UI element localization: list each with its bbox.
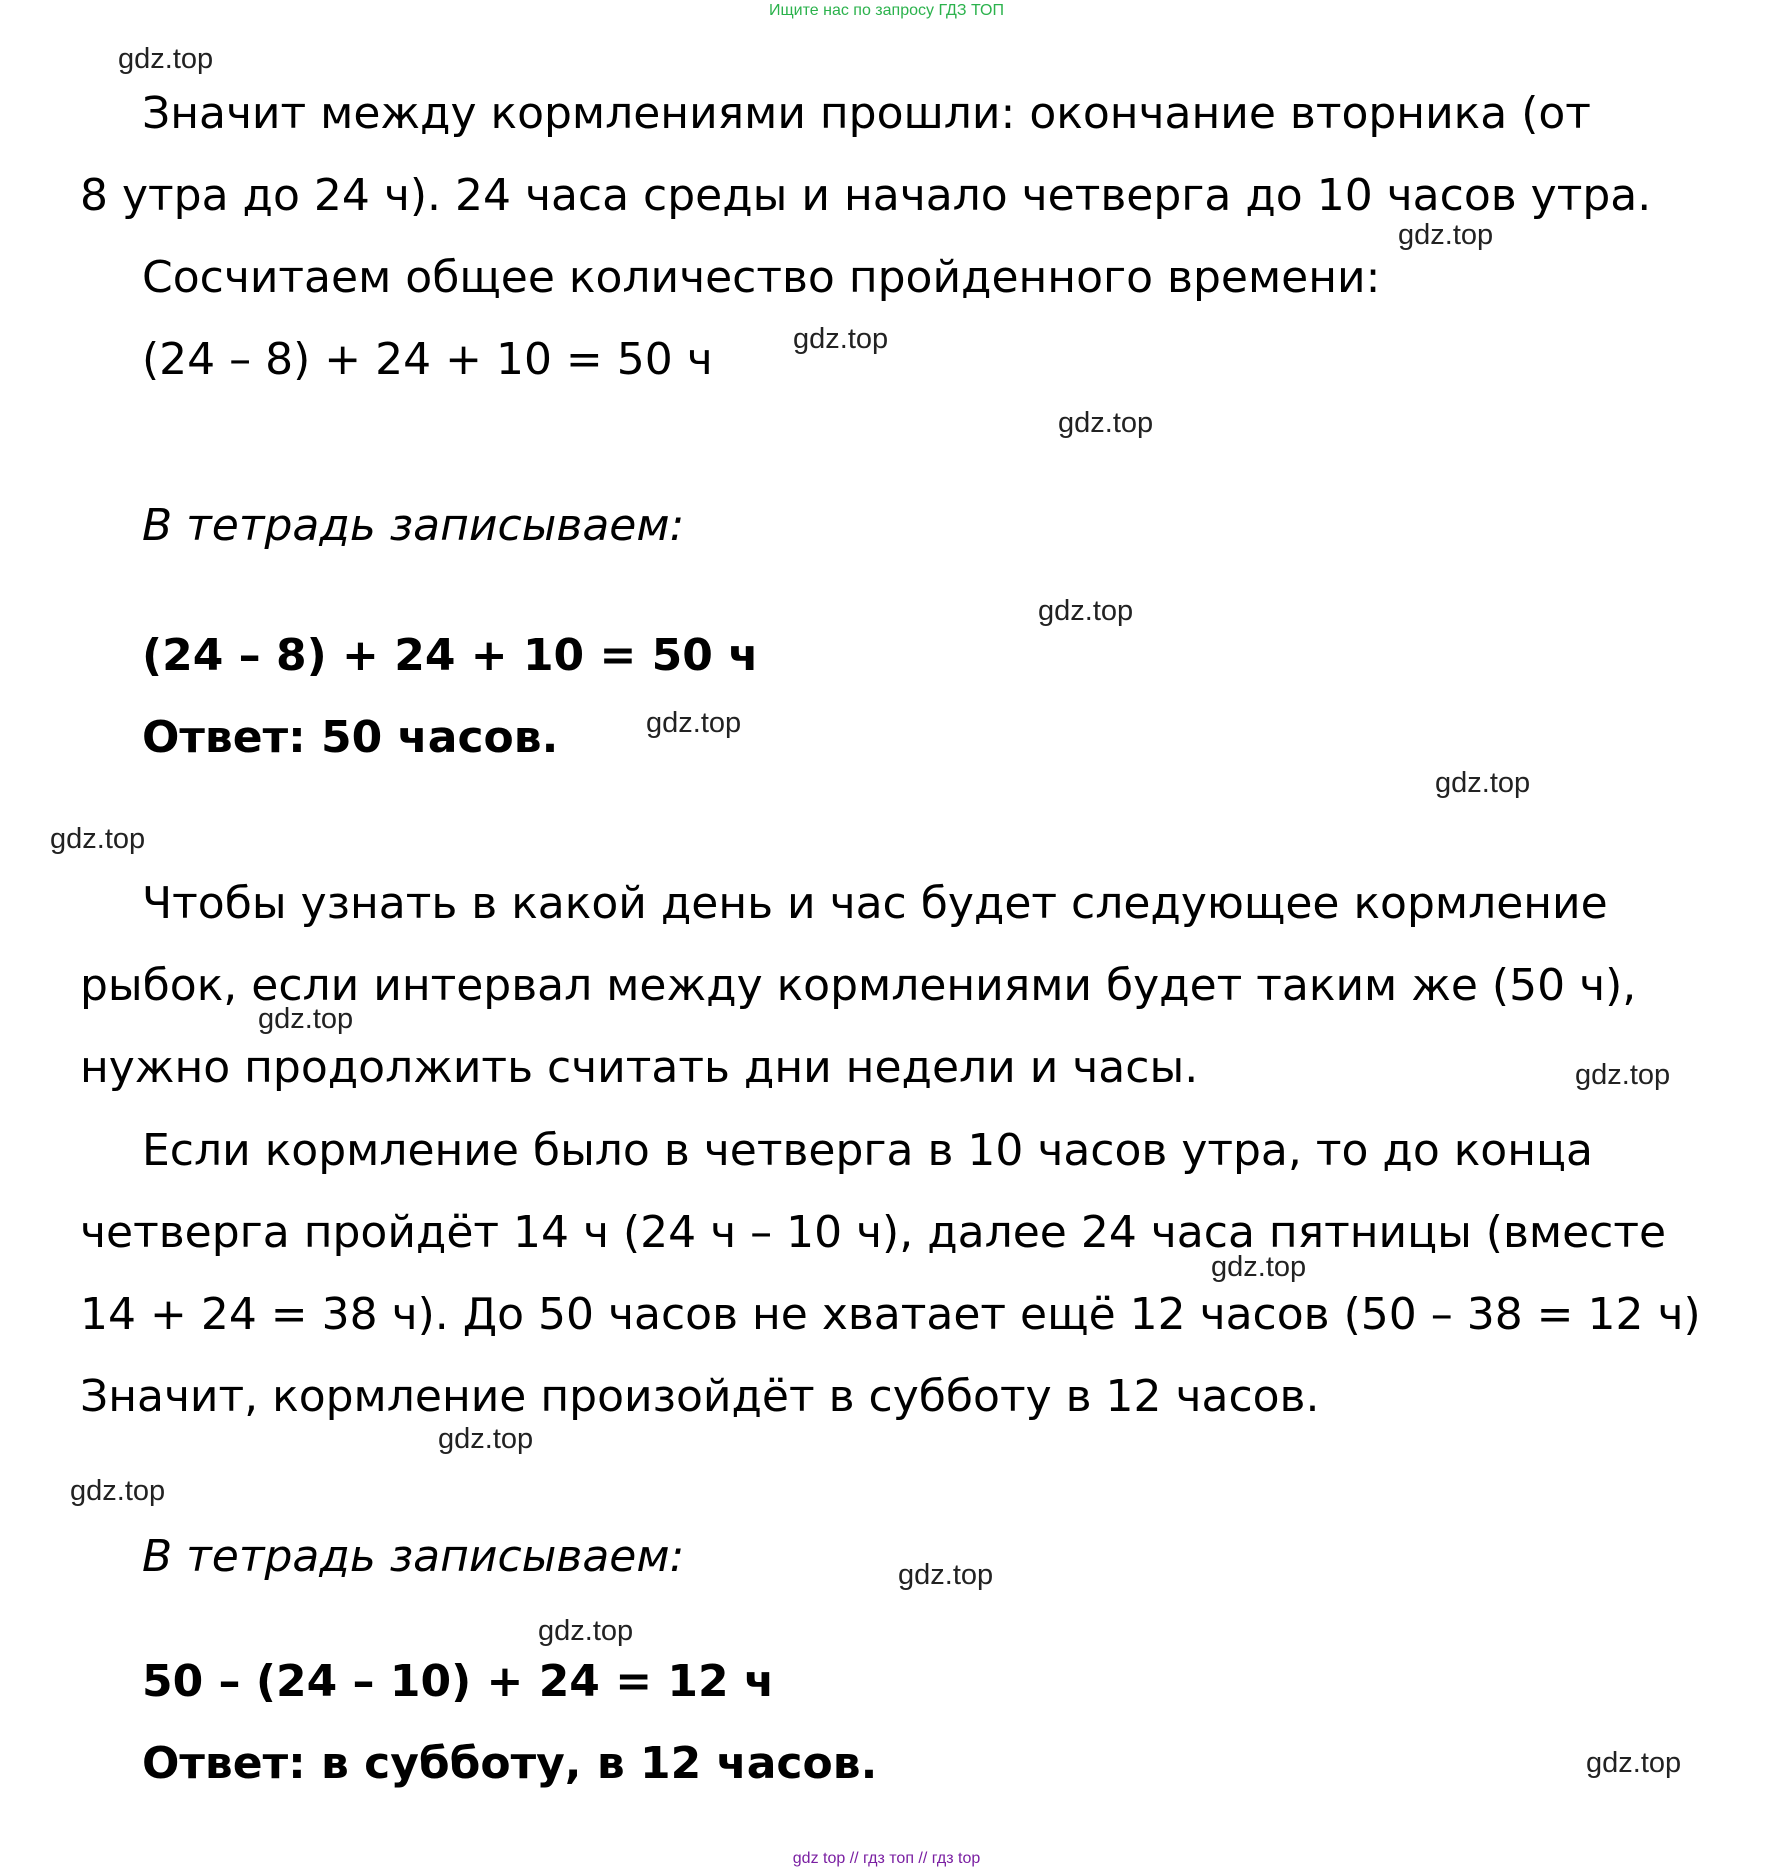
watermark: gdz.top bbox=[1435, 767, 1531, 799]
paragraph1-line2: 8 утра до 24 ч). 24 часа среды и начало четверга до 10 часов утра. bbox=[80, 170, 1652, 221]
watermark: gdz.top bbox=[50, 823, 146, 855]
watermark: gdz.top bbox=[1398, 219, 1494, 251]
paragraph2-line2: рыбок, если интервал между кормлениями будет таким же (50 ч), bbox=[80, 960, 1637, 1011]
paragraph3-line1: Если кормление было в четверга в 10 часов утра, то до конца bbox=[142, 1125, 1593, 1176]
watermark: gdz.top bbox=[646, 707, 742, 739]
paragraph2-line1: Чтобы узнать в какой день и час будет следующее кормление bbox=[142, 878, 1608, 929]
paragraph2-line3: нужно продолжить считать дни недели и часы. bbox=[80, 1042, 1199, 1093]
notebook1-answer: Ответ: 50 часов. bbox=[142, 712, 559, 763]
notebook2-heading: В тетрадь записываем: bbox=[142, 1531, 685, 1582]
watermark: gdz.top bbox=[1575, 1059, 1671, 1091]
watermark: gdz.top bbox=[438, 1423, 534, 1455]
paragraph1-line1: Значит между кормлениями прошли: окончание вторника (от bbox=[142, 88, 1591, 139]
watermark: gdz.top bbox=[1038, 595, 1134, 627]
paragraph1-formula: (24 – 8) + 24 + 10 = 50 ч bbox=[142, 334, 713, 385]
paragraph3-line2: четверга пройдёт 14 ч (24 ч – 10 ч), далее 24 часа пятницы (вместе bbox=[80, 1207, 1667, 1258]
watermark: gdz.top bbox=[1211, 1251, 1307, 1283]
paragraph3-line4: Значит, кормление произойдёт в субботу в 12 часов. bbox=[80, 1371, 1320, 1422]
watermark: gdz.top bbox=[118, 43, 214, 75]
paragraph3-line3: 14 + 24 = 38 ч). До 50 часов не хватает ещё 12 часов (50 – 38 = 12 ч) bbox=[80, 1289, 1701, 1340]
paragraph1-line3: Сосчитаем общее количество пройденного времени: bbox=[142, 252, 1381, 303]
watermark: gdz.top bbox=[1586, 1747, 1682, 1779]
notebook1-formula: (24 – 8) + 24 + 10 = 50 ч bbox=[142, 630, 759, 681]
watermark: gdz.top bbox=[1058, 407, 1154, 439]
watermark: gdz.top bbox=[793, 323, 889, 355]
watermark: gdz.top bbox=[898, 1559, 994, 1591]
notebook2-answer: Ответ: в субботу, в 12 часов. bbox=[142, 1738, 878, 1789]
footer-links[interactable]: gdz top // гдз топ // гдз top bbox=[792, 1850, 981, 1867]
watermark: gdz.top bbox=[70, 1475, 166, 1507]
watermark: gdz.top bbox=[538, 1615, 634, 1647]
notebook1-heading: В тетрадь записываем: bbox=[142, 500, 685, 551]
top-banner-text[interactable]: Ищите нас по запросу ГДЗ ТОП bbox=[769, 2, 1004, 19]
notebook2-formula: 50 – (24 – 10) + 24 = 12 ч bbox=[142, 1656, 775, 1707]
watermark: gdz.top bbox=[258, 1003, 354, 1035]
